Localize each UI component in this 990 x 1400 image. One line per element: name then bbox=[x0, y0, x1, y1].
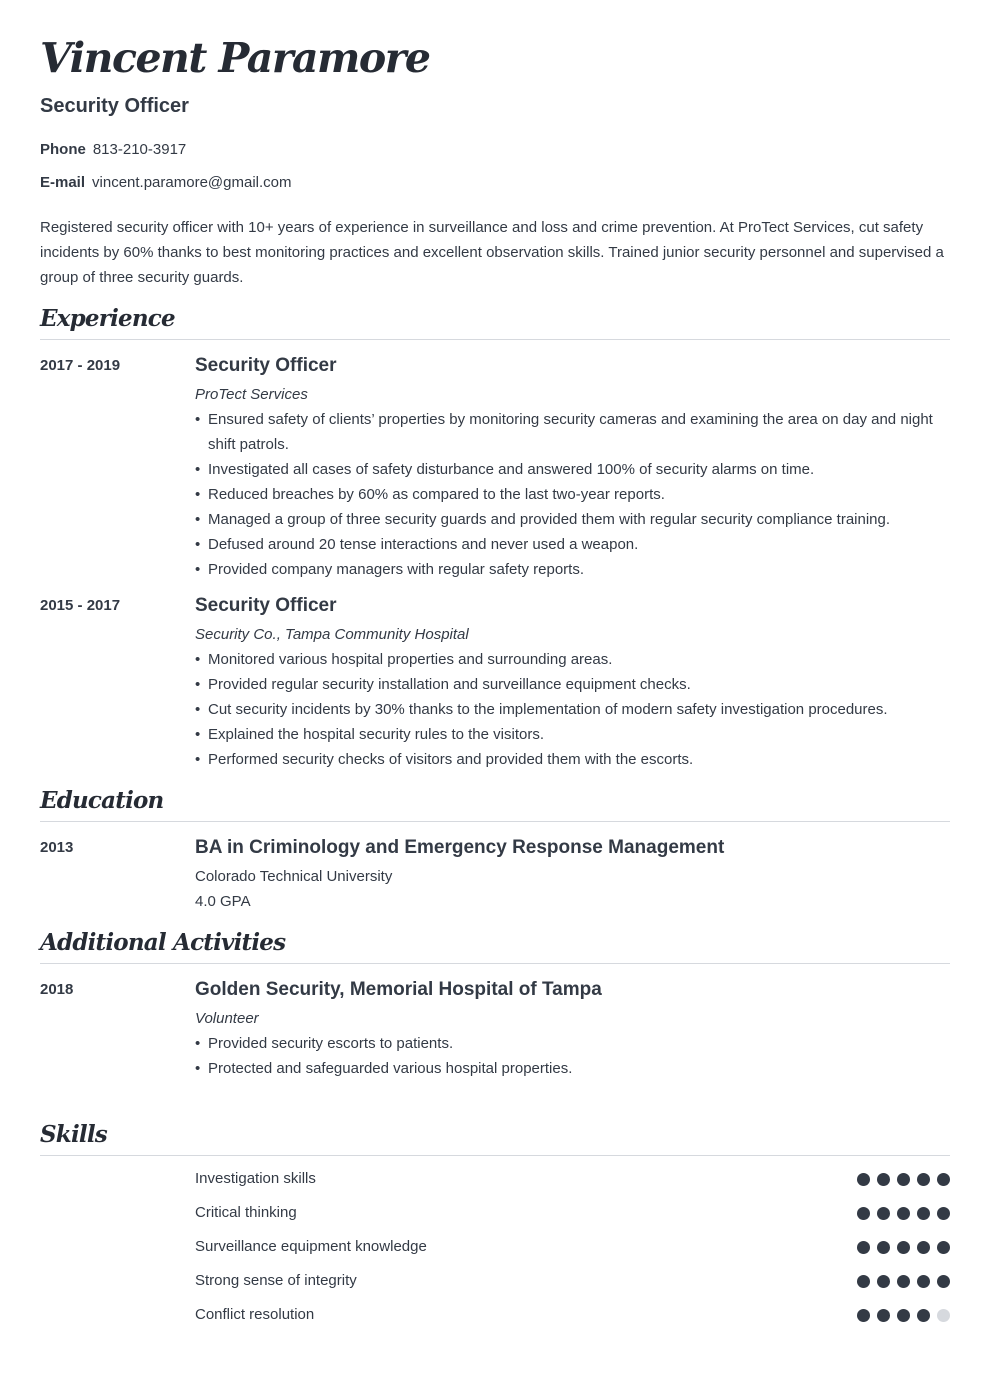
skill-rating bbox=[857, 1309, 950, 1322]
rating-dot-filled bbox=[857, 1173, 870, 1186]
job-bullet: • Reduced breaches by 60% as compared to the last two-year reports. bbox=[195, 482, 950, 507]
rating-dot-filled bbox=[897, 1309, 910, 1322]
rating-dot-filled bbox=[857, 1241, 870, 1254]
skill-rating bbox=[857, 1173, 950, 1186]
section-divider bbox=[40, 821, 950, 822]
job-dates: 2015 - 2017 bbox=[40, 597, 121, 614]
job-bullet: • Ensured safety of clients’ properties by monitoring security cameras and examining the area on day and night shift patrols. bbox=[195, 407, 950, 457]
rating-dot-filled bbox=[857, 1207, 870, 1220]
skill-name: Investigation skills bbox=[195, 1170, 316, 1187]
job-bullet: • Provided regular security installation and surveillance equipment checks. bbox=[195, 672, 950, 697]
job-bullet: • Managed a group of three security guards and provided them with regular security compliance training. bbox=[195, 507, 950, 532]
job-dates: 2017 - 2019 bbox=[40, 357, 121, 374]
job-title: Security Officer bbox=[195, 355, 337, 376]
rating-dot-filled bbox=[917, 1309, 930, 1322]
skill-name: Conflict resolution bbox=[195, 1306, 315, 1323]
job-bullet: • Performed security checks of visitors and provided them with the escorts. bbox=[195, 747, 950, 772]
job-bullets bbox=[195, 647, 950, 772]
candidate-name: Vincent Paramore bbox=[40, 34, 430, 82]
activity-bullet: • Protected and safeguarded various hospital properties. bbox=[195, 1056, 950, 1081]
activity-title: Golden Security, Memorial Hospital of Tampa bbox=[195, 979, 602, 1000]
phone-row bbox=[40, 141, 186, 158]
education-school: Colorado Technical University bbox=[195, 868, 393, 885]
rating-dot-filled bbox=[857, 1275, 870, 1288]
skill-rating bbox=[857, 1275, 950, 1288]
rating-dot-filled bbox=[877, 1309, 890, 1322]
rating-dot-filled bbox=[897, 1173, 910, 1186]
rating-dot-filled bbox=[857, 1309, 870, 1322]
skills-heading: Skills bbox=[40, 1121, 107, 1148]
activities-heading: Additional Activities bbox=[40, 929, 286, 956]
rating-dot-filled bbox=[877, 1275, 890, 1288]
education-degree: BA in Criminology and Emergency Response Management bbox=[195, 837, 725, 858]
skill-rating bbox=[857, 1207, 950, 1220]
education-heading: Education bbox=[40, 787, 164, 814]
education-year: 2013 bbox=[40, 839, 74, 856]
skill-name: Critical thinking bbox=[195, 1204, 297, 1221]
job-bullet: • Defused around 20 tense interactions and never used a weapon. bbox=[195, 532, 950, 557]
section-divider bbox=[40, 339, 950, 340]
phone-label: Phone bbox=[40, 141, 86, 158]
experience-heading: Experience bbox=[40, 305, 175, 332]
phone-value: 813-210-3917 bbox=[92, 141, 187, 158]
activity-role: Volunteer bbox=[195, 1010, 259, 1027]
rating-dot-filled bbox=[917, 1241, 930, 1254]
email-label: E-mail bbox=[40, 174, 86, 191]
job-bullets bbox=[195, 407, 950, 582]
section-divider bbox=[40, 1155, 950, 1156]
rating-dot-filled bbox=[917, 1275, 930, 1288]
email-row bbox=[40, 174, 291, 191]
education-gpa: 4.0 GPA bbox=[195, 893, 251, 910]
rating-dot-filled bbox=[877, 1241, 890, 1254]
job-company: ProTect Services bbox=[195, 386, 308, 403]
rating-dot-filled bbox=[877, 1173, 890, 1186]
job-bullet: • Explained the hospital security rules to the visitors. bbox=[195, 722, 950, 747]
rating-dot-filled bbox=[877, 1207, 890, 1220]
skill-name: Strong sense of integrity bbox=[195, 1272, 357, 1289]
rating-dot-filled bbox=[917, 1207, 930, 1220]
rating-dot-empty bbox=[937, 1309, 950, 1322]
rating-dot-filled bbox=[937, 1275, 950, 1288]
job-company: Security Co., Tampa Community Hospital bbox=[195, 626, 469, 643]
rating-dot-filled bbox=[937, 1207, 950, 1220]
job-title: Security Officer bbox=[195, 595, 337, 616]
rating-dot-filled bbox=[897, 1207, 910, 1220]
job-bullet: • Cut security incidents by 30% thanks to the implementation of modern safety investigation procedures. bbox=[195, 697, 950, 722]
job-bullet: • Monitored various hospital properties and surrounding areas. bbox=[195, 647, 950, 672]
activity-bullets bbox=[195, 1031, 950, 1081]
activity-bullet: • Provided security escorts to patients. bbox=[195, 1031, 950, 1056]
rating-dot-filled bbox=[897, 1275, 910, 1288]
skill-rating bbox=[857, 1241, 950, 1254]
rating-dot-filled bbox=[937, 1241, 950, 1254]
rating-dot-filled bbox=[897, 1241, 910, 1254]
activity-year: 2018 bbox=[40, 981, 74, 998]
candidate-role: Security Officer bbox=[40, 95, 189, 117]
profile-summary: Registered security officer with 10+ years of experience in surveillance and loss and crime prevention. At ProTect Services, cut safety incidents by 60% thanks to best monitoring practices and excellent observation skills. Trained junior security personnel and supervised a group of three security guards. bbox=[40, 219, 944, 286]
email-value: vincent.paramore@gmail.com bbox=[92, 174, 292, 191]
job-bullet: • Investigated all cases of safety disturbance and answered 100% of security alarms on time. bbox=[195, 457, 950, 482]
section-divider bbox=[40, 963, 950, 964]
job-bullet: • Provided company managers with regular safety reports. bbox=[195, 557, 950, 582]
rating-dot-filled bbox=[917, 1173, 930, 1186]
rating-dot-filled bbox=[937, 1173, 950, 1186]
skill-name: Surveillance equipment knowledge bbox=[195, 1238, 427, 1255]
